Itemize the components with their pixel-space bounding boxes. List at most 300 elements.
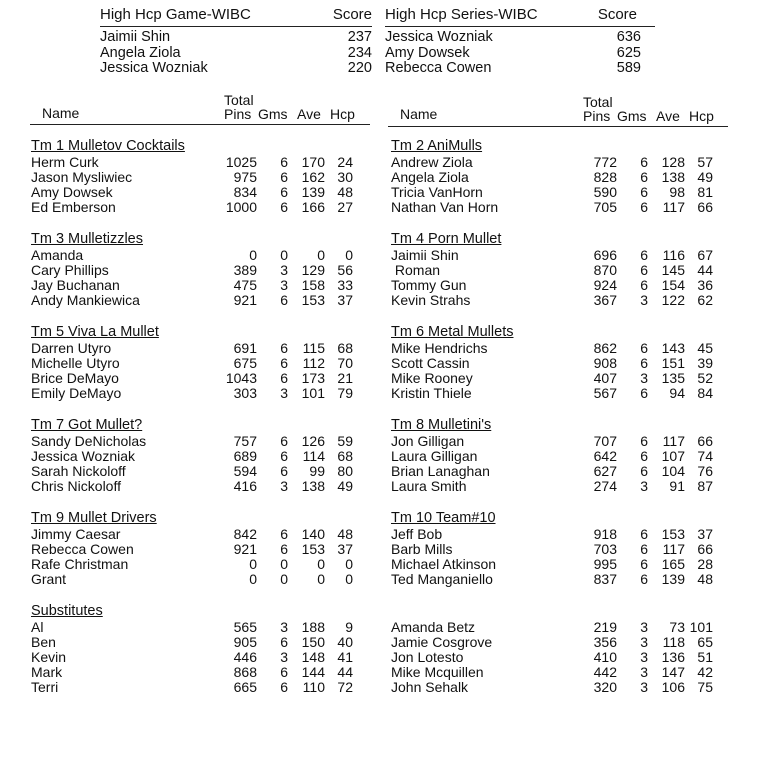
player-gms: 6 (640, 355, 648, 371)
player-hcp: 0 (345, 571, 353, 587)
player-row (31, 278, 361, 293)
player-pins: 834 (233, 184, 257, 200)
player-hcp: 9 (345, 619, 353, 635)
player-row (31, 248, 361, 263)
player-name: Brian Lanaghan (391, 463, 490, 479)
player-pins: 842 (233, 526, 257, 542)
player-ave: 151 (661, 355, 685, 371)
team-name: Substitutes (31, 603, 103, 619)
player-pins: 389 (233, 262, 257, 278)
player-pins: 446 (233, 649, 257, 665)
player-name: John Sehalk (391, 679, 469, 695)
player-pins: 905 (233, 634, 257, 650)
bowler-name: Rebecca Cowen (385, 60, 492, 76)
team-name: Tm 9 Mullet Drivers (31, 510, 157, 526)
col-hcp-label: Hcp (330, 106, 355, 122)
player-hcp: 30 (337, 169, 353, 185)
player-row (31, 635, 361, 650)
player-hcp: 59 (337, 433, 353, 449)
left-team-column (31, 138, 361, 713)
player-gms: 0 (280, 571, 288, 587)
player-row (391, 200, 721, 215)
player-hcp: 28 (697, 556, 713, 572)
summary-row (100, 61, 372, 77)
player-gms: 3 (640, 664, 648, 680)
player-name: Jay Buchanan (31, 277, 120, 293)
team-name: Tm 5 Viva La Mullet (31, 324, 159, 340)
player-ave: 0 (317, 571, 325, 587)
high-game-header (100, 6, 372, 27)
player-pins: 696 (593, 247, 617, 263)
player-name: Rebecca Cowen (31, 541, 134, 557)
player-ave: 173 (301, 370, 325, 386)
summary-row (100, 30, 372, 46)
player-ave: 170 (301, 154, 325, 170)
player-ave: 143 (661, 340, 685, 356)
player-name: Kristin Thiele (391, 385, 472, 401)
right-column-header (388, 92, 728, 124)
player-gms: 6 (280, 370, 288, 386)
summary-row (385, 61, 655, 77)
player-ave: 107 (661, 448, 685, 464)
summary-row (385, 46, 655, 62)
player-name: Grant (31, 571, 67, 587)
player-hcp: 49 (697, 169, 713, 185)
player-row (31, 434, 361, 449)
bowler-score: 220 (347, 60, 372, 76)
player-hcp: 72 (337, 679, 353, 695)
player-name: Michelle Utyro (31, 355, 120, 371)
player-pins: 594 (233, 463, 257, 479)
player-hcp: 57 (697, 154, 713, 170)
col-total-label: Total (583, 94, 613, 110)
player-pins: 356 (593, 634, 617, 650)
player-ave: 139 (661, 571, 685, 587)
player-gms: 6 (280, 541, 288, 557)
player-name: Tricia VanHorn (391, 184, 483, 200)
player-ave: 98 (669, 184, 685, 200)
bowler-name: Angela Ziola (100, 44, 181, 61)
player-name: Amanda (31, 247, 84, 263)
player-gms: 3 (640, 679, 648, 695)
player-pins: 868 (233, 664, 257, 680)
player-pins: 219 (593, 619, 617, 635)
player-name: Ted Manganiello (391, 571, 493, 587)
player-name: Ben (31, 634, 56, 650)
player-ave: 145 (661, 262, 685, 278)
player-gms: 6 (280, 463, 288, 479)
header-divider (30, 124, 370, 125)
left-column-header (30, 92, 370, 124)
bowler-score: 234 (347, 44, 372, 61)
player-row (391, 449, 721, 464)
right-team-column (391, 138, 721, 713)
col-pins-label: Pins (583, 108, 611, 124)
high-series-header (385, 6, 655, 27)
player-ave: 188 (301, 619, 325, 635)
player-hcp: 0 (345, 556, 353, 572)
player-pins: 416 (233, 478, 257, 494)
player-name: Jon Gilligan (391, 433, 465, 449)
player-row (391, 479, 721, 494)
player-ave: 144 (301, 664, 325, 680)
player-gms: 6 (640, 247, 648, 263)
player-gms: 6 (640, 277, 648, 293)
team-block (391, 603, 721, 713)
team-name: Tm 4 Porn Mullet (391, 231, 502, 247)
player-name: Jason Mysliwiec (31, 169, 133, 185)
player-gms: 3 (640, 292, 648, 308)
high-game-title: High Hcp Game-WIBC (100, 6, 251, 23)
player-gms: 3 (640, 619, 648, 635)
player-hcp: 68 (337, 448, 353, 464)
player-hcp: 80 (337, 463, 353, 479)
player-name: Laura Gilligan (391, 448, 478, 464)
player-ave: 0 (317, 247, 325, 263)
player-pins: 1043 (225, 370, 257, 386)
player-ave: 138 (661, 169, 685, 185)
player-name: Nathan Van Horn (391, 199, 499, 215)
player-pins: 565 (233, 619, 257, 635)
player-gms: 3 (640, 370, 648, 386)
player-ave: 101 (301, 385, 325, 401)
player-pins: 870 (593, 262, 617, 278)
player-hcp: 52 (697, 370, 713, 386)
player-hcp: 81 (697, 184, 713, 200)
player-gms: 6 (280, 184, 288, 200)
player-ave: 150 (301, 634, 325, 650)
team-name: Tm 2 AniMulls (391, 138, 483, 154)
player-hcp: 24 (337, 154, 353, 170)
player-name: Darren Utyro (31, 340, 112, 356)
player-ave: 158 (301, 277, 325, 293)
player-row (391, 527, 721, 542)
player-name: Herm Curk (31, 154, 99, 170)
player-hcp: 33 (337, 277, 353, 293)
player-pins: 1025 (225, 154, 257, 170)
player-ave: 114 (302, 448, 325, 464)
player-row (391, 557, 721, 572)
player-pins: 995 (593, 556, 617, 572)
player-pins: 1000 (225, 199, 257, 215)
player-ave: 162 (301, 169, 325, 185)
player-ave: 129 (301, 262, 325, 278)
player-row (391, 263, 721, 278)
player-hcp: 27 (337, 199, 353, 215)
player-gms: 6 (640, 385, 648, 401)
team-block (391, 231, 721, 324)
player-ave: 117 (662, 541, 685, 557)
bowler-name: Jessica Wozniak (385, 29, 493, 45)
player-ave: 115 (302, 340, 325, 356)
player-row (391, 650, 721, 665)
player-gms: 3 (280, 649, 288, 665)
player-row (391, 572, 721, 587)
team-block (391, 417, 721, 510)
player-hcp: 75 (697, 679, 713, 695)
player-gms: 6 (280, 433, 288, 449)
team-name: Tm 7 Got Mullet? (31, 417, 143, 433)
player-hcp: 56 (337, 262, 353, 278)
col-name-label: Name (400, 106, 438, 122)
player-row (391, 620, 721, 635)
player-row (31, 557, 361, 572)
player-row (391, 434, 721, 449)
player-pins: 0 (249, 247, 257, 263)
player-row (31, 449, 361, 464)
player-hcp: 70 (337, 355, 353, 371)
player-pins: 0 (249, 556, 257, 572)
player-row (391, 680, 721, 695)
team-block (31, 417, 361, 510)
col-hcp-label: Hcp (689, 108, 714, 124)
summary-row (100, 46, 372, 62)
team-block (391, 138, 721, 231)
player-name: Brice DeMayo (31, 370, 119, 386)
team-name: Tm 8 Mulletini's (391, 417, 492, 433)
player-ave: 140 (301, 526, 325, 542)
player-hcp: 65 (697, 634, 713, 650)
col-name-label: Name (42, 105, 80, 121)
player-row (31, 200, 361, 215)
player-pins: 921 (233, 541, 257, 557)
player-hcp: 48 (337, 184, 353, 200)
player-pins: 772 (593, 154, 617, 170)
player-row (31, 572, 361, 587)
player-gms: 3 (280, 619, 288, 635)
player-row (31, 341, 361, 356)
player-gms: 3 (280, 262, 288, 278)
player-ave: 0 (317, 556, 325, 572)
player-name: Mike Mcquillen (391, 664, 484, 680)
player-pins: 862 (593, 340, 617, 356)
player-pins: 567 (593, 385, 617, 401)
team-block (391, 510, 721, 603)
col-total-label: Total (224, 92, 254, 108)
player-name: Scott Cassin (391, 355, 470, 371)
player-name: Sandy DeNicholas (31, 433, 147, 449)
player-name: Jeff Bob (391, 526, 443, 542)
player-gms: 6 (280, 355, 288, 371)
player-hcp: 36 (697, 277, 713, 293)
player-hcp: 51 (697, 649, 713, 665)
player-row (391, 371, 721, 386)
player-gms: 6 (640, 526, 648, 542)
team-block (31, 510, 361, 603)
player-row (31, 263, 361, 278)
player-pins: 707 (593, 433, 617, 449)
player-gms: 6 (280, 292, 288, 308)
player-pins: 590 (593, 184, 617, 200)
player-pins: 691 (233, 340, 257, 356)
player-row (391, 170, 721, 185)
team-block (31, 324, 361, 417)
player-gms: 3 (280, 277, 288, 293)
player-ave: 122 (661, 292, 685, 308)
player-ave: 94 (669, 385, 685, 401)
player-pins: 837 (593, 571, 617, 587)
player-name: Amanda Betz (391, 619, 476, 635)
player-ave: 99 (309, 463, 325, 479)
header-divider (388, 126, 728, 127)
player-pins: 367 (593, 292, 617, 308)
player-row (31, 665, 361, 680)
player-row (31, 371, 361, 386)
bowler-name: Jessica Wozniak (100, 60, 208, 76)
player-name: Jon Lotesto (391, 649, 464, 665)
player-pins: 407 (593, 370, 617, 386)
player-ave: 153 (661, 526, 685, 542)
player-gms: 6 (640, 184, 648, 200)
player-hcp: 49 (337, 478, 353, 494)
player-name: Jaimii Shin (391, 247, 459, 263)
player-ave: 91 (669, 478, 685, 494)
team-name: Tm 10 Team#10 (391, 510, 496, 526)
player-hcp: 79 (337, 385, 353, 401)
player-gms: 6 (640, 340, 648, 356)
player-name: Jimmy Caesar (31, 526, 121, 542)
player-hcp: 45 (697, 340, 713, 356)
player-hcp: 101 (689, 619, 713, 635)
player-gms: 3 (280, 478, 288, 494)
player-ave: 166 (301, 199, 325, 215)
player-hcp: 37 (697, 526, 713, 542)
player-gms: 6 (640, 556, 648, 572)
player-hcp: 37 (337, 541, 353, 557)
player-row (391, 386, 721, 401)
player-gms: 6 (640, 433, 648, 449)
bowler-name: Jaimii Shin (100, 29, 171, 45)
player-pins: 705 (593, 199, 617, 215)
player-pins: 442 (593, 664, 617, 680)
player-pins: 475 (233, 277, 257, 293)
team-block (31, 138, 361, 231)
player-ave: 116 (662, 247, 685, 263)
player-row (391, 665, 721, 680)
player-ave: 147 (661, 664, 685, 680)
player-hcp: 21 (337, 370, 353, 386)
player-hcp: 74 (697, 448, 713, 464)
player-name: Mike Hendrichs (391, 340, 488, 356)
player-gms: 3 (640, 478, 648, 494)
player-row (31, 680, 361, 695)
player-name: Roman (391, 262, 441, 278)
player-gms: 6 (640, 448, 648, 464)
player-gms: 6 (280, 679, 288, 695)
col-ave-label: Ave (297, 106, 321, 122)
high-series-score-label: Score (597, 6, 637, 23)
player-gms: 6 (280, 664, 288, 680)
player-hcp: 66 (697, 433, 713, 449)
player-hcp: 39 (697, 355, 713, 371)
team-name (391, 603, 721, 620)
player-name: Kevin Strahs (391, 292, 471, 308)
player-gms: 6 (640, 463, 648, 479)
player-ave: 104 (661, 463, 685, 479)
high-series-table (385, 6, 655, 77)
player-pins: 975 (233, 169, 257, 185)
player-hcp: 40 (337, 634, 353, 650)
player-pins: 320 (593, 679, 617, 695)
player-ave: 153 (301, 541, 325, 557)
player-name: Al (31, 619, 44, 635)
player-ave: 139 (301, 184, 325, 200)
bowler-score: 625 (616, 44, 641, 61)
high-game-table (100, 6, 372, 77)
player-hcp: 41 (337, 649, 353, 665)
player-name: Mike Rooney (391, 370, 473, 386)
player-ave: 135 (661, 370, 685, 386)
player-row (391, 185, 721, 200)
col-pins-label: Pins (224, 106, 252, 122)
player-hcp: 48 (337, 526, 353, 542)
player-name: Barb Mills (391, 541, 453, 557)
col-ave-label: Ave (656, 108, 680, 124)
player-hcp: 66 (697, 199, 713, 215)
player-row (31, 479, 361, 494)
player-name: Angela Ziola (391, 169, 469, 185)
player-row (391, 248, 721, 263)
player-row (31, 386, 361, 401)
player-gms: 6 (640, 169, 648, 185)
player-hcp: 62 (697, 292, 713, 308)
player-name: Kevin (31, 649, 67, 665)
player-row (391, 464, 721, 479)
player-gms: 6 (280, 526, 288, 542)
player-row (31, 170, 361, 185)
player-row (31, 293, 361, 308)
player-ave: 112 (302, 355, 325, 371)
player-row (391, 356, 721, 371)
player-hcp: 37 (337, 292, 353, 308)
player-pins: 642 (593, 448, 617, 464)
player-pins: 757 (233, 433, 257, 449)
player-ave: 106 (661, 679, 685, 695)
player-row (391, 155, 721, 170)
player-name: Ed Emberson (31, 199, 116, 215)
player-gms: 6 (280, 199, 288, 215)
team-name: Tm 6 Metal Mullets (391, 324, 514, 340)
summary-row (385, 30, 655, 46)
player-hcp: 66 (697, 541, 713, 557)
bowler-score: 636 (616, 29, 641, 45)
high-series-title: High Hcp Series-WIBC (385, 6, 538, 23)
bowler-name: Amy Dowsek (385, 44, 470, 61)
player-hcp: 76 (697, 463, 713, 479)
player-name: Sarah Nickoloff (31, 463, 126, 479)
player-row (31, 527, 361, 542)
player-name: Andy Mankiewica (31, 292, 140, 308)
player-gms: 6 (280, 340, 288, 356)
player-row (31, 155, 361, 170)
player-pins: 908 (593, 355, 617, 371)
player-ave: 128 (661, 154, 685, 170)
player-gms: 6 (640, 154, 648, 170)
player-ave: 117 (662, 199, 685, 215)
team-block (31, 231, 361, 324)
player-name: Jessica Wozniak (31, 448, 136, 464)
player-pins: 0 (249, 571, 257, 587)
col-gms-label: Gms (258, 106, 288, 122)
player-gms: 6 (640, 541, 648, 557)
player-ave: 73 (669, 619, 685, 635)
player-pins: 410 (593, 649, 617, 665)
player-gms: 3 (640, 634, 648, 650)
player-ave: 138 (301, 478, 325, 494)
player-hcp: 44 (337, 664, 353, 680)
player-pins: 924 (593, 277, 617, 293)
player-hcp: 0 (345, 247, 353, 263)
